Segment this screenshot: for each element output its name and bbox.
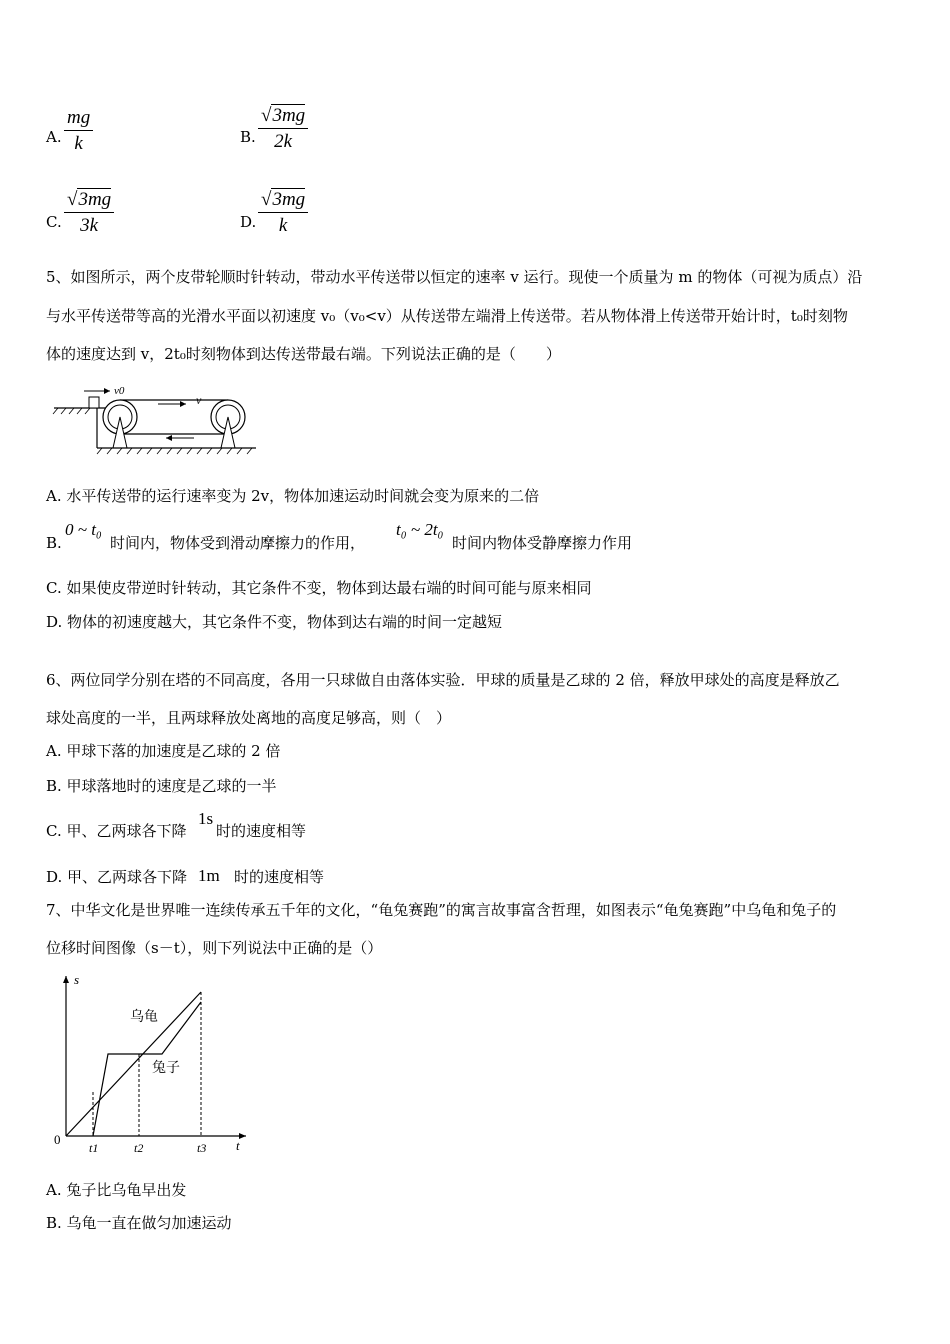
fraction-numerator: √3mg <box>258 106 308 129</box>
s-t-graph <box>48 964 258 1156</box>
q7-stem-line-2: 位移时间图像（s－t），则下列说法中正确的是（） <box>46 939 383 957</box>
q6-option-c-post: 时的速度相等 <box>216 822 307 840</box>
y-axis-label: s <box>74 972 80 987</box>
fraction-numerator: mg <box>64 108 93 131</box>
sqrt-icon: √ <box>261 105 272 126</box>
turtle-label: 乌龟 <box>130 1010 158 1025</box>
q6-stem-line-1: 6、两位同学分别在塔的不同高度，各用一只球做自由落体实验．甲球的质量是乙球的 2 倍，释放甲球处的高度是释放乙 <box>46 671 840 689</box>
q4-option-a: A. <box>46 128 62 146</box>
x-axis-label: t <box>236 1138 240 1153</box>
fraction-denominator: k <box>278 215 288 236</box>
q5-option-c: C. 如果使皮带逆时针转动，其它条件不变，物体到达最右端的时间可能与原来相同 <box>46 579 592 597</box>
q5-option-b-interval-1: 0 ~ t₀ <box>65 520 102 539</box>
q5-option-b-letter: B. <box>46 534 62 552</box>
q6-option-d-pre: D. 甲、乙两球各下降 <box>46 868 188 886</box>
q4-option-c-fraction <box>64 190 114 235</box>
q5-option-b-interval-2: t₀ ~ 2t₀ <box>396 520 444 539</box>
q7-option-b: B. 乌龟一直在做匀加速运动 <box>46 1214 232 1232</box>
t2-label: t2 <box>134 1141 144 1155</box>
q6-option-b: B. 甲球落地时的速度是乙球的一半 <box>46 777 277 795</box>
q5-option-d: D. 物体的初速度越大，其它条件不变，物体到达右端的时间一定越短 <box>46 613 503 631</box>
q4-option-d-fraction <box>258 190 308 235</box>
q4-option-a-fraction <box>64 108 93 153</box>
fraction-numerator: √3mg <box>64 190 114 213</box>
q5-stem-line-3: 体的速度达到 v，2t₀时刻物体到达传送带最右端。下列说法正确的是（ ） <box>46 345 561 363</box>
rabbit-label: 兔子 <box>152 1061 180 1076</box>
q5-option-a: A. 水平传送带的运行速率变为 2v，物体加速运动时间就会变为原来的二倍 <box>46 487 540 505</box>
v-label: v <box>196 393 202 407</box>
origin-label: 0 <box>54 1132 61 1147</box>
q6-option-a: A. 甲球下落的加速度是乙球的 2 倍 <box>46 742 281 760</box>
fraction-denominator: 2k <box>274 131 293 152</box>
v0-label: v0 <box>114 385 125 397</box>
q7-option-a: A. 兔子比乌龟早出发 <box>46 1181 187 1199</box>
q5-stem-line-1: 5、如图所示，两个皮带轮顺时针转动，带动水平传送带以恒定的速率 v 运行。现使一个质量为 m 的物体（可视为质点）沿 <box>46 268 863 286</box>
q5-option-b-text-1: 时间内，物体受到滑动摩擦力的作用， <box>110 534 366 552</box>
q6-option-d-value: 1m <box>198 866 220 885</box>
q5-stem-line-2: 与水平传送带等高的光滑水平面以初速度 v₀（v₀<v）从传送带左端滑上传送带。若从物体滑上传送带开始计时，t₀时刻物 <box>46 307 848 325</box>
q6-option-d-post: 时的速度相等 <box>234 868 325 886</box>
t1-label: t1 <box>89 1141 99 1155</box>
q6-stem-line-2: 球处高度的一半，且两球释放处离地的高度足够高，则（ ） <box>46 709 452 727</box>
q4-option-b: B. <box>240 128 256 146</box>
t3-label: t3 <box>197 1141 207 1155</box>
q4-option-c: C. <box>46 213 62 231</box>
q7-stem-line-1: 7、中华文化是世界唯一连续传承五千年的文化，“龟兔赛跑”的寓言故事富含哲理，如图表示“龟兔赛跑”中乌龟和兔子的 <box>46 901 837 919</box>
q4-option-d: D. <box>240 213 257 231</box>
q6-option-c-pre: C. 甲、乙两球各下降 <box>46 822 187 840</box>
fraction-denominator: 3k <box>80 215 99 236</box>
sqrt-icon: √ <box>67 189 78 210</box>
fraction-denominator: k <box>74 133 83 154</box>
conveyor-belt-figure <box>50 376 260 456</box>
sqrt-icon: √ <box>261 189 272 210</box>
fraction-numerator: √3mg <box>258 190 308 213</box>
q6-option-c-value: 1s <box>198 809 214 828</box>
block-object <box>89 397 99 408</box>
q5-option-b-text-2: 时间内物体受静摩擦力作用 <box>452 534 633 552</box>
q4-option-b-fraction <box>258 106 308 151</box>
